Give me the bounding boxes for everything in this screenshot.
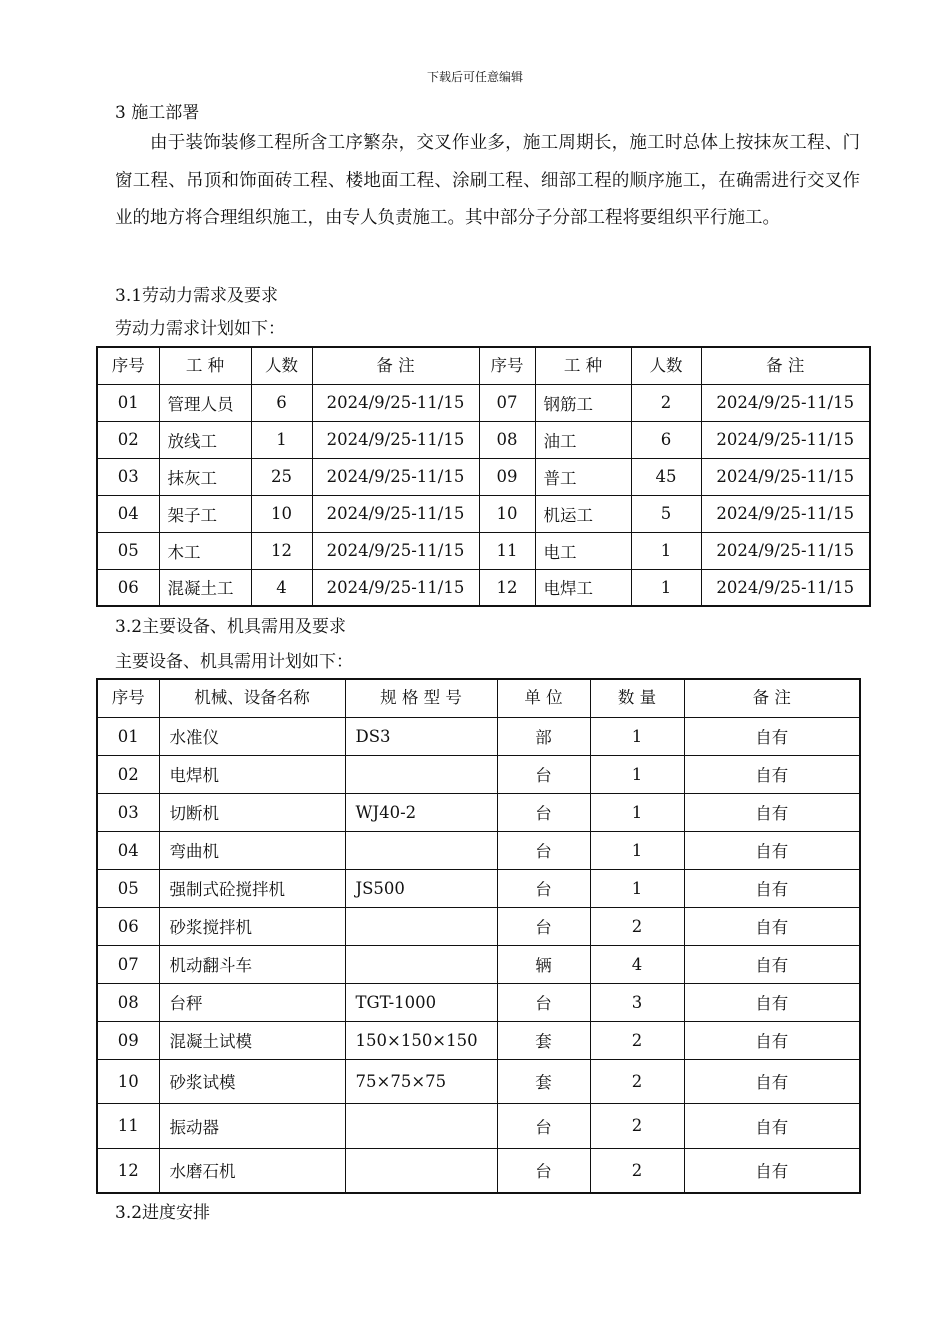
table-cell: 4 [590,945,684,983]
table-row [97,1103,860,1148]
table-cell: 管理人员 [159,384,251,421]
table-cell: 砂浆搅拌机 [159,907,345,945]
equipment-table [96,678,861,1194]
labor-section-title: 3.1劳动力需求及要求 [115,286,279,306]
labor-header-cell: 序号 [479,347,535,384]
table-row [97,793,860,831]
table-row [97,384,870,421]
table-cell [345,755,497,793]
table-cell: 11 [97,1103,159,1148]
table-cell: WJ40-2 [345,793,497,831]
table-cell: 辆 [497,945,590,983]
table-row [97,945,860,983]
table-cell: 机动翻斗车 [159,945,345,983]
table-row [97,717,860,755]
labor-header-cell: 人数 [631,347,701,384]
table-row [97,831,860,869]
table-cell: 套 [497,1059,590,1103]
table-cell: 04 [97,831,159,869]
table-cell: 混凝土试模 [159,1021,345,1059]
table-cell: 台 [497,1148,590,1193]
table-cell: 2024/9/25-11/15 [701,532,870,569]
table-cell: 振动器 [159,1103,345,1148]
table-cell: 03 [97,458,159,495]
table-cell: 自有 [684,1021,860,1059]
table-cell: 自有 [684,945,860,983]
table-cell: 自有 [684,831,860,869]
table-cell: 06 [97,569,159,606]
table-cell: 45 [631,458,701,495]
table-cell: 台 [497,793,590,831]
table-row [97,458,870,495]
table-cell: 05 [97,869,159,907]
table-cell: 01 [97,717,159,755]
table-cell: 2024/9/25-11/15 [701,569,870,606]
equipment-header-row [97,679,860,717]
table-cell: 5 [631,495,701,532]
table-cell: 12 [97,1148,159,1193]
table-cell: 1 [590,869,684,907]
table-cell: 25 [251,458,312,495]
table-cell: 10 [251,495,312,532]
table-cell: 2024/9/25-11/15 [701,421,870,458]
table-row [97,869,860,907]
labor-header-cell: 工 种 [159,347,251,384]
table-cell: TGT-1000 [345,983,497,1021]
table-cell: 75×75×75 [345,1059,497,1103]
table-cell: 自有 [684,1059,860,1103]
table-cell: 6 [251,384,312,421]
table-cell: 05 [97,532,159,569]
table-cell: 套 [497,1021,590,1059]
table-cell: 木工 [159,532,251,569]
table-cell: 2024/9/25-11/15 [312,532,479,569]
table-cell: 2 [590,1059,684,1103]
table-cell: 台秤 [159,983,345,1021]
table-row [97,1148,860,1193]
table-cell: 自有 [684,983,860,1021]
table-cell: 1 [590,755,684,793]
table-cell: 1 [590,717,684,755]
table-cell: 自有 [684,755,860,793]
equipment-section-title: 3.2主要设备、机具需用及要求 [115,617,347,637]
table-cell: 1 [631,532,701,569]
table-cell [345,907,497,945]
table-cell: 1 [590,831,684,869]
table-cell: 自有 [684,1103,860,1148]
table-cell: 普工 [535,458,631,495]
table-cell [345,945,497,983]
table-cell: 08 [479,421,535,458]
table-cell: 07 [479,384,535,421]
section-3-paragraph: 由于装饰装修工程所含工序繁杂，交叉作业多，施工周期长，施工时总体上按抹灰工程、门窗工程、吊顶和饰面砖工程、楼地面工程、涂刷工程、细部工程的顺序施工，在确需进行交叉作业的地方将合理组织施工，由专人负责施工。其中部分子分部工程将要组织平行施工。 [115,133,860,228]
equipment-header-cell: 单 位 [497,679,590,717]
table-cell: 04 [97,495,159,532]
table-cell: 抹灰工 [159,458,251,495]
table-cell: 2024/9/25-11/15 [312,495,479,532]
table-cell: 2 [590,1021,684,1059]
table-cell: 钢筋工 [535,384,631,421]
table-cell: 台 [497,1103,590,1148]
table-cell: 部 [497,717,590,755]
equipment-header-cell: 规 格 型 号 [345,679,497,717]
labor-header-cell: 工 种 [535,347,631,384]
labor-header-cell: 备 注 [312,347,479,384]
table-cell: 4 [251,569,312,606]
table-row [97,421,870,458]
equipment-header-cell: 备 注 [684,679,860,717]
table-cell: 2024/9/25-11/15 [701,384,870,421]
table-cell: 1 [251,421,312,458]
table-cell: 水准仪 [159,717,345,755]
table-cell: 砂浆试模 [159,1059,345,1103]
table-cell: 12 [479,569,535,606]
table-cell: 09 [97,1021,159,1059]
table-cell: 02 [97,421,159,458]
table-cell: 02 [97,755,159,793]
equipment-header-cell: 机械、设备名称 [159,679,345,717]
section-3-title: 3 施工部署 [115,103,200,123]
table-cell: 台 [497,755,590,793]
table-row [97,1021,860,1059]
table-row [97,495,870,532]
table-cell: 06 [97,907,159,945]
table-cell: 架子工 [159,495,251,532]
labor-header-cell: 序号 [97,347,159,384]
table-cell: 10 [479,495,535,532]
table-cell: 台 [497,831,590,869]
table-cell: 03 [97,793,159,831]
table-cell: 台 [497,983,590,1021]
table-cell: 电焊机 [159,755,345,793]
table-cell: 07 [97,945,159,983]
labor-intro: 劳动力需求计划如下： [115,319,285,339]
equipment-intro: 主要设备、机具需用计划如下： [115,652,353,672]
table-cell: 2024/9/25-11/15 [701,458,870,495]
table-cell: 弯曲机 [159,831,345,869]
table-cell: 10 [97,1059,159,1103]
equipment-header-cell: 序号 [97,679,159,717]
table-cell: 混凝土工 [159,569,251,606]
table-cell: 12 [251,532,312,569]
table-cell: 1 [631,569,701,606]
table-cell: 台 [497,907,590,945]
table-row [97,907,860,945]
table-cell: 2 [590,907,684,945]
table-cell: 2024/9/25-11/15 [312,384,479,421]
table-cell: DS3 [345,717,497,755]
table-row [97,755,860,793]
table-cell: 自有 [684,1148,860,1193]
page-header-note: 下载后可任意编辑 [426,70,523,84]
labor-header-cell: 人数 [251,347,312,384]
table-cell: 强制式砼搅拌机 [159,869,345,907]
table-cell: 09 [479,458,535,495]
table-cell: 2 [631,384,701,421]
table-cell: 08 [97,983,159,1021]
labor-header-row [97,347,870,384]
table-cell [345,1148,497,1193]
table-row [97,532,870,569]
table-cell: 01 [97,384,159,421]
equipment-header-cell: 数 量 [590,679,684,717]
table-cell: 1 [590,793,684,831]
table-cell: 电焊工 [535,569,631,606]
table-row [97,1059,860,1103]
schedule-section-title: 3.2进度安排 [115,1203,211,1223]
table-cell: 2024/9/25-11/15 [312,569,479,606]
labor-header-cell: 备 注 [701,347,870,384]
table-cell: 机运工 [535,495,631,532]
table-cell: 2024/9/25-11/15 [701,495,870,532]
table-cell: 3 [590,983,684,1021]
table-cell: 2024/9/25-11/15 [312,421,479,458]
table-cell: 6 [631,421,701,458]
table-cell: 2024/9/25-11/15 [312,458,479,495]
table-cell: 自有 [684,717,860,755]
table-cell: 电工 [535,532,631,569]
labor-table [96,346,871,607]
table-cell: 切断机 [159,793,345,831]
table-cell: 油工 [535,421,631,458]
table-cell: 台 [497,869,590,907]
table-cell: 11 [479,532,535,569]
table-cell: 水磨石机 [159,1148,345,1193]
table-cell: 放线工 [159,421,251,458]
table-row [97,569,870,606]
table-row [97,983,860,1021]
table-cell: 自有 [684,793,860,831]
table-cell: 自有 [684,869,860,907]
table-cell: 2 [590,1148,684,1193]
table-cell: 2 [590,1103,684,1148]
table-cell: JS500 [345,869,497,907]
table-cell: 150×150×150 [345,1021,497,1059]
table-cell [345,1103,497,1148]
table-cell: 自有 [684,907,860,945]
table-cell [345,831,497,869]
